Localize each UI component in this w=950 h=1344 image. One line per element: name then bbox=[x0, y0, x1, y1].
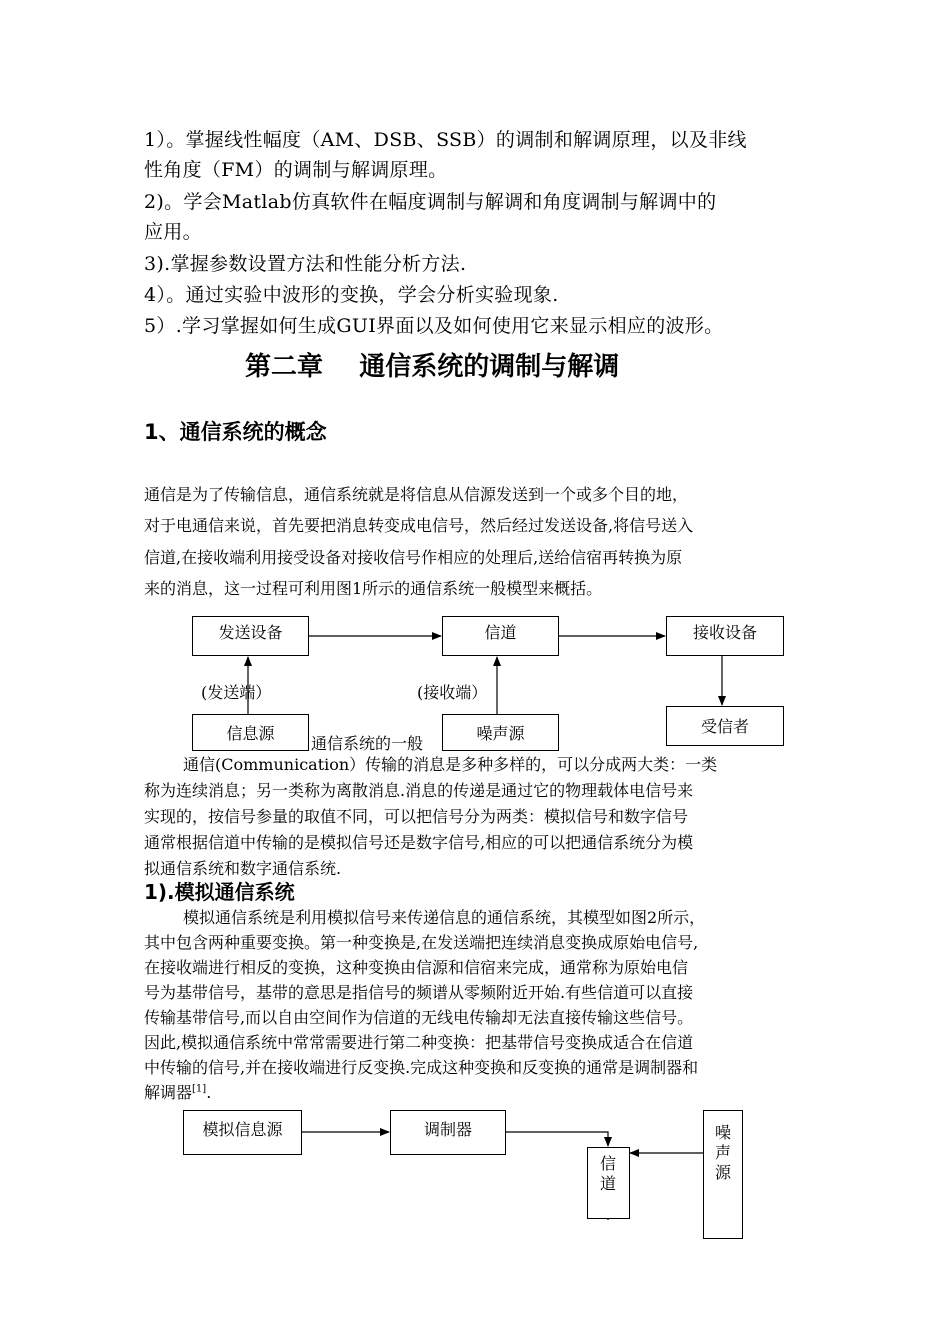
paragraph-end-period: . bbox=[206, 1083, 212, 1102]
subsection-title: 1).模拟通信系统 bbox=[144, 880, 295, 904]
objective-line-6: 4）。通过实验中波形的变换，学会分析实验现象. bbox=[144, 284, 559, 306]
paragraph-line: 号为基带信号，基带的意思是指信号的频谱从零频附近开始.有些信道可以直接 bbox=[144, 983, 694, 1002]
noise-vertical-label: 噪声源 bbox=[714, 1123, 731, 1182]
receive-end-label: (接收端） bbox=[417, 683, 488, 702]
section-title: 1、通信系统的概念 bbox=[144, 420, 327, 444]
info-source-box: 信息源 bbox=[192, 714, 309, 751]
paragraph-line: 通信是为了传输信息，通信系统就是将信息从信源发送到一个或多个目的地， bbox=[144, 485, 689, 504]
channel-vertical-label: 信道 bbox=[599, 1154, 616, 1193]
figure1-caption-partial: 通信系统的一般 bbox=[311, 734, 424, 753]
objective-line-7: 5）.学习掌握如何生成GUI界面以及如何使用它来显示相应的波形。 bbox=[144, 315, 724, 337]
receiver-box: 受信者 bbox=[666, 706, 784, 746]
chapter-title: 第二章 通信系统的调制与解调 bbox=[245, 352, 620, 382]
objective-line-3: 2)。学会Matlab仿真软件在幅度调制与解调和角度调制与解调中的 bbox=[144, 191, 717, 213]
paragraph-line: 实现的，按信号参量的取值不同，可以把信号分为两类：模拟信号和数字信号 bbox=[144, 807, 689, 826]
paragraph-line-text: 解调器 bbox=[144, 1083, 193, 1102]
paragraph-line: 通常根据信道中传输的是模拟信号还是数字信号,相应的可以把通信系统分为模 bbox=[144, 833, 694, 852]
paragraph-line: 在接收端进行相反的变换，这种变换由信源和信宿来完成，通常称为原始电信 bbox=[144, 958, 689, 977]
paragraph-line: 通信(Communication）传输的消息是多种多样的，可以分成两大类：一类 bbox=[183, 755, 718, 774]
objective-line-2: 性角度（FM）的调制与解调原理。 bbox=[144, 159, 448, 181]
noise-source-box: 噪声源 bbox=[442, 714, 559, 751]
paragraph-line: 模拟通信系统是利用模拟信号来传递信息的通信系统，其模型如图2所示， bbox=[183, 908, 706, 927]
send-end-label: (发送端） bbox=[201, 683, 272, 702]
paragraph-last-line bbox=[144, 1080, 211, 1103]
objective-line-5: 3).掌握参数设置方法和性能分析方法. bbox=[144, 253, 467, 275]
citation-ref[interactable]: [1] bbox=[192, 1083, 207, 1095]
paragraph-line: 信道,在接收端利用接受设备对接收信号作相应的处理后,送给信宿再转换为原 bbox=[144, 548, 683, 567]
paragraph-line: 来的消息，这一过程可利用图1所示的通信系统一般模型来概括。 bbox=[144, 579, 603, 598]
paragraph-line: 称为连续消息；另一类称为离散消息.消息的传递是通过它的物理载体电信号来 bbox=[144, 781, 694, 800]
paragraph-line: 因此,模拟通信系统中常常需要进行第二种变换：把基带信号变换成适合在信道 bbox=[144, 1033, 694, 1052]
send-device-box: 发送设备 bbox=[192, 616, 309, 656]
noise-vertical-box bbox=[703, 1110, 743, 1239]
paragraph-line: 对于电通信来说，首先要把消息转变成电信号，然后经过发送设备,将信号送入 bbox=[144, 516, 694, 535]
paragraph-line: 中传输的信号,并在接收端进行反变换.完成这种变换和反变换的通常是调制器和 bbox=[144, 1058, 699, 1077]
paragraph-line: 拟通信系统和数字通信系统. bbox=[144, 859, 342, 878]
analog-source-box: 模拟信息源 bbox=[183, 1110, 302, 1155]
paragraph-line: 其中包含两种重要变换。第一种变换是,在发送端把连续消息变换成原始电信号, bbox=[144, 933, 699, 952]
paragraph-line: 传输基带信号,而以自由空间作为信道的无线电传输却无法直接传输这些信号。 bbox=[144, 1008, 694, 1027]
modulator-box: 调制器 bbox=[390, 1110, 506, 1155]
channel-box: 信道 bbox=[442, 616, 559, 656]
arrow-modulator-to-channel bbox=[505, 1132, 608, 1146]
objective-line-1: 1）。掌握线性幅度（AM、DSB、SSB）的调制和解调原理，以及非线 bbox=[144, 129, 747, 151]
channel-vertical-box bbox=[587, 1147, 630, 1219]
objective-line-4: 应用。 bbox=[144, 221, 202, 243]
receive-device-box: 接收设备 bbox=[666, 616, 784, 656]
